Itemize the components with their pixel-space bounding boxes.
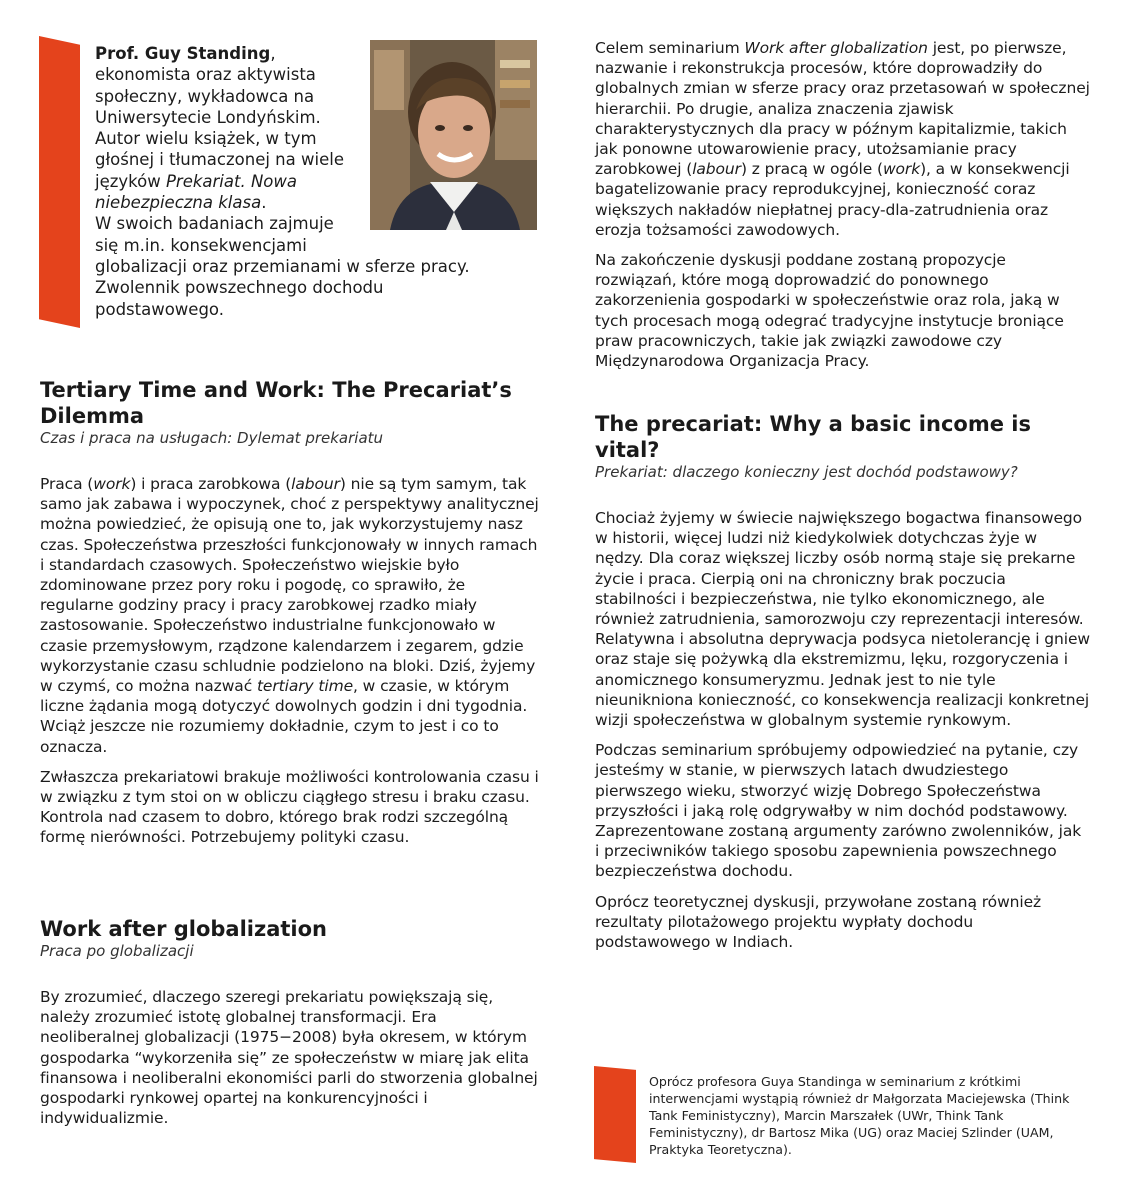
paragraph: Oprócz teoretycznej dyskusji, przywołane zostaną również rezultaty pilotażowego projektu wypłaty dochodu podstawowego w Indiach. xyxy=(595,892,1042,952)
section-title: Work after globalization xyxy=(40,917,327,941)
section-title: Tertiary Time and Work: The Precariat’s Dilemma xyxy=(40,378,512,428)
paragraph: Chociaż żyjemy w świecie największego bogactwa finansowego w historii, więcej ludzi niż kiedykolwiek dotychczas żyje w nędzy. Dla coraz większej liczby osób normą staje się prekarne życie i praca. Cierpią oni na chroniczny brak poczucia stabilności i bezpieczeństwa, nie tylko ekonomicznego, ale również zatrudnienia, samorozwoju czy reprezentacji interesów. Relatywna i absolutna deprywacja podsyca nietolerancję i gniew oraz staje się pożywką dla ekstremizmu, lęku, rozgoryczenia i anomicznego konsumeryzmu. Jednak jest to nie tyle nieunikniona konieczność, co konsekwencja realizacji konkretnej wizji społeczeństwa w globalnym systemie rynkowym. xyxy=(595,509,1090,730)
paragraph: Zwłaszcza prekariatowi brakuje możliwości kontrolowania czasu i w związku z tym stoi on w obliczu ciągłego stresu i braku czasu. Kontrola nad czasem to dobro, którego brak rodzi szczególną formę nierówności. Potrzebujemy polityki czasu. xyxy=(40,767,539,847)
bio-line: Uniwersytecie Londyńskim. xyxy=(95,107,321,127)
book-title-cont: niebezpieczna klasa xyxy=(95,193,262,213)
book-title: Prekariat. Nowa xyxy=(165,171,298,191)
section-subtitle: Czas i praca na usługach: Dylemat prekariatu xyxy=(40,429,384,447)
speaker-bio: Prof. Guy Standing, ekonomista oraz aktywista społeczny, wykładowca na Uniwersytecie Londyńskim. Autor wielu książek, w tym głośnej i tłumaczonej na wiele języków Prekariat. Nowa niebezpieczna klasa. W swoich badaniach zajmuje się m.in. konsekwencjami globalizacji oraz przemianami w sferze pracy. Zwolennik powszechnego dochodu podstawowego. xyxy=(95,43,515,320)
paragraph: Podczas seminarium spróbujemy odpowiedzieć na pytanie, czy jesteśmy w stanie, w pierwszych latach dwudziestego pierwszego wieku, stworzyć wizję Dobrego Społeczeństwa przyszłości i jaką rolę odgrywałby w nim dochód podstawowy. Zaprezentowane zostaną argumenty zarówno zwolenników, jak i przeciwników takiego sposobu zapewnienia powszechnego bezpieczeństwa dochodu. xyxy=(595,741,1082,881)
seminar-description xyxy=(595,38,1090,371)
bio-line: Zwolennik powszechnego dochodu xyxy=(95,278,384,298)
section-subtitle: Prekariat: dlaczego konieczny jest dochód podstawowy? xyxy=(595,463,1018,481)
section-title: The precariat: Why a basic income is vital? xyxy=(595,412,1031,462)
participants-note: Oprócz profesora Guya Standinga w seminarium z krótkimi interwencjami wystąpią również dr Małgorzata Maciejewska (Think Tank Feministyczny), Marcin Marszałek (UWr, Think Tank Feministyczny), dr Bartosz Mika (UG) oraz Maciej Szlinder (UAM, Praktyka Teoretyczna). xyxy=(649,1074,1070,1157)
accent-bar-footnote xyxy=(594,1066,636,1163)
paragraph: Celem seminarium Work after globalization jest, po pierwsze, nazwanie i rekonstrukcja procesów, które doprowadziły do globalnych zmian w sferze pracy oraz przetasowań w społecznej hierarchii. Po drugie, analiza znaczenia zjawisk charakterystycznych dla pracy w późnym kapitalizmie, takich jak ponowne utowarowienie pracy, utożsamianie pracy zarobkowej (labour) z pracą w ogóle (work), a w konsekwencji bagatelizowanie pracy reprodukcyjnej, konieczność coraz większych nakładów niepłatnej pracy-dla-zatrudnienia oraz erozja tożsamości zawodowych. xyxy=(595,39,1090,239)
bio-line: się m.in. konsekwencjami xyxy=(95,235,307,255)
bio-line: podstawowego. xyxy=(95,299,224,319)
section-tertiary-time xyxy=(40,377,540,848)
paragraph: By zrozumieć, dlaczego szeregi prekariatu powiększają się, należy zrozumieć istotę globalnej transformacji. Era neoliberalnej globalizacji (1975−2008) była okresem, w którym gospodarka “wykorzeniła się” ze społeczeństw w miarę jak elita finansowa i neoliberalni ekonomiści parli do stworzenia globalnej gospodarki rynkowej opartej na konkurencyjności i indywidualizmie. xyxy=(40,988,538,1128)
bio-line: globalizacji oraz przemianami w sferze pracy. xyxy=(95,256,470,276)
paragraph: Na zakończenie dyskusji poddane zostaną propozycje rozwiązań, które mogą doprowadzić do ponownego zakorzenienia gospodarki w społeczeństwie oraz rola, jaką w tych procesach mogą odegrać tradycyjne instytucje broniące praw pracowniczych, takie jak związki zawodowe czy Międzynarodowa Organizacja Pracy. xyxy=(595,251,1064,371)
section-work-after-globalization xyxy=(40,916,540,1128)
paragraph: Praca (work) i praca zarobkowa (labour) nie są tym samym, tak samo jak zabawa i wypoczynek, choć z perspektywy analitycznej można powiedzieć, że opisują one to, jak wykorzystujemy nasz czas. Społeczeństwa przeszłości funkcjonowały w innych ramach i standardach czasowych. Społeczeństwo wiejskie było zdominowane przez pory roku i pogodę, co sprawiło, że regularne godziny pracy i pracy zarobkowej rzadko miały zastosowanie. Społeczeństwo industrialne funkcjonowało w czasie przemysłowym, rządzone kalendarzem i zegarem, gdzie wykorzystanie czasu schludnie podzielono na bloki. Dziś, żyjemy w czymś, co można nazwać tertiary time, w czasie, w którym liczne żądania mogą dotyczyć dowolnych godzin i dni tygodnia. Wciąż jeszcze nie rozumiemy dokładnie, czym to jest i co to oznacza. xyxy=(40,475,539,756)
section-subtitle: Praca po globalizacji xyxy=(40,942,194,960)
speaker-name: Prof. Guy Standing xyxy=(95,44,271,63)
bio-line: W swoich badaniach zajmuje xyxy=(95,214,334,234)
bio-line: ekonomista oraz aktywista xyxy=(95,65,316,85)
bio-line: Autor wielu książek, w tym xyxy=(95,129,317,149)
bio-line: głośnej i tłumaczonej na wiele xyxy=(95,150,344,170)
section-precariat-basic-income xyxy=(595,411,1090,952)
bio-line: społeczny, wykładowca na xyxy=(95,86,315,106)
accent-bar-bio xyxy=(39,36,80,328)
